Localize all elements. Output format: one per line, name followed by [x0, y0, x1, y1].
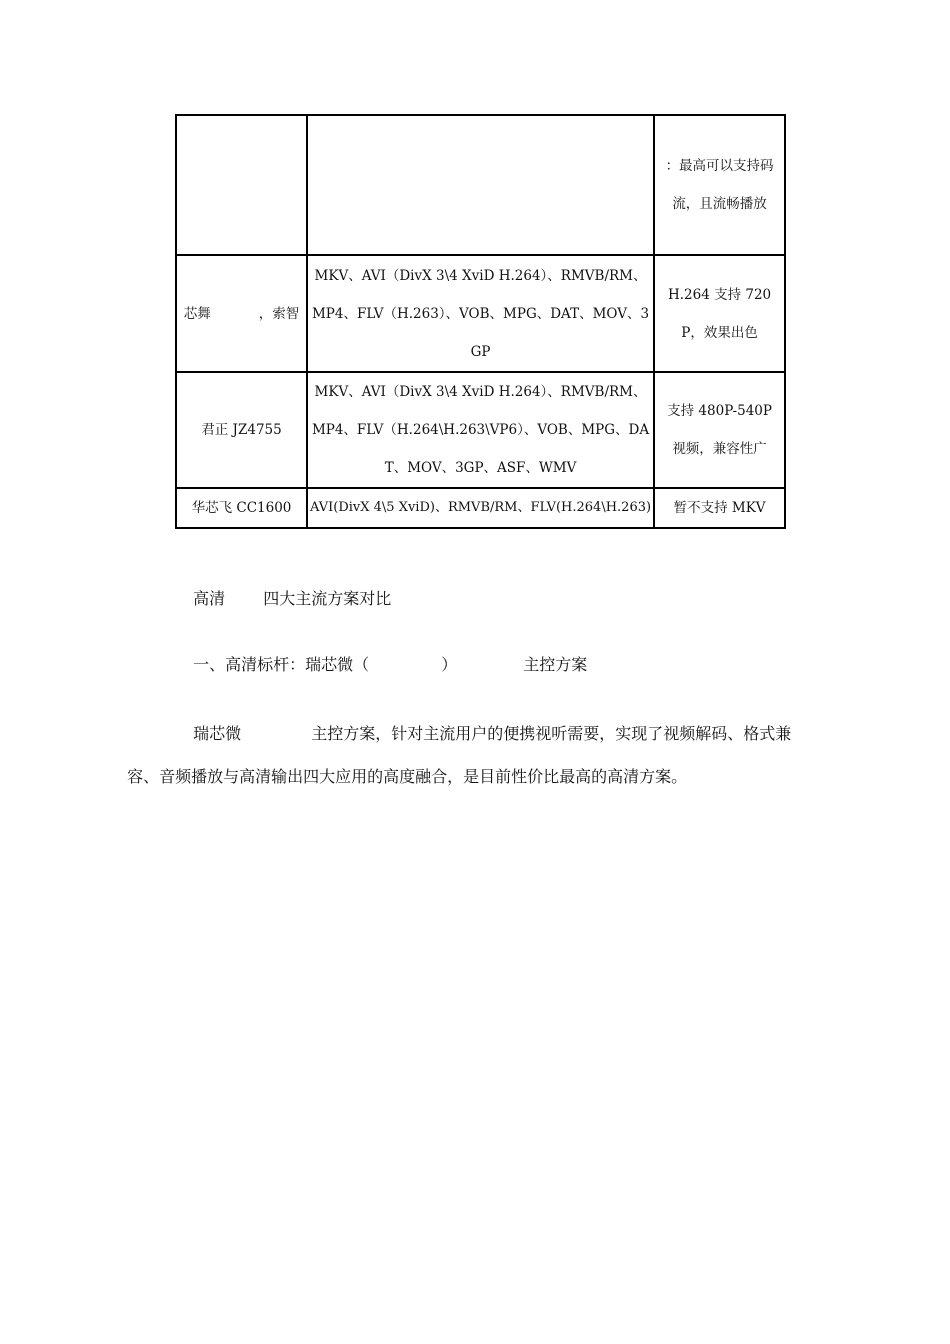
- heading-text: ）: [441, 655, 458, 674]
- paragraph-text: 瑞芯微: [193, 724, 242, 743]
- paragraph-text: 容、音频播放与高清输出四大应用的高度融合，是目前性价比最高的高清方案。: [127, 767, 688, 786]
- table-cell: [307, 115, 654, 255]
- table-row: [176, 115, 785, 255]
- section-heading: [183, 569, 391, 609]
- heading-text: 一、高清标杆：瑞芯微（: [193, 655, 370, 674]
- table-cell: 君正 JZ4755: [176, 372, 307, 488]
- table-row: [176, 372, 785, 488]
- heading-text: 四大主流方案对比: [263, 589, 392, 608]
- heading-text: 高清: [193, 589, 226, 608]
- table-cell: 暂不支持 MKV: [654, 488, 785, 528]
- table-cell: 华芯飞 CC1600: [176, 488, 307, 528]
- table-cell: H.264 支持 720P，效果出色: [654, 255, 785, 372]
- table-cell: AVI(DivX 4\5 XviD)、RMVB/RM、FLV(H.264\H.263): [307, 488, 654, 528]
- subsection-heading: [183, 635, 587, 675]
- cell-text: ：最高可以支持码流，且流畅播放: [665, 158, 774, 212]
- table-row: [176, 488, 785, 528]
- table-cell: [176, 255, 307, 372]
- table-row: [176, 255, 785, 372]
- comparison-table: [175, 114, 786, 529]
- cell-text: ，索智: [258, 305, 300, 322]
- table-cell: MKV、AVI（DivX 3\4 XviD H.264）、RMVB/RM、MP4、FLV（H.264\H.263\VP6）、VOB、MPG、DAT、MOV、3GP、ASF、WMV: [307, 372, 654, 488]
- table-cell: [654, 115, 785, 255]
- table-cell: 支持 480P-540P 视频，兼容性广: [654, 372, 785, 488]
- paragraph-line: [117, 747, 687, 787]
- paragraph-text: 主控方案，针对主流用户的便携视听需要，实现了视频解码、格式兼: [311, 724, 792, 743]
- paragraph-line: [183, 704, 791, 744]
- cell-text: 芯舞: [183, 305, 211, 322]
- table-cell: [176, 115, 307, 255]
- table-cell: MKV、AVI（DivX 3\4 XviD H.264）、RMVB/RM、MP4、FLV（H.263）、VOB、MPG、DAT、MOV、3GP: [307, 255, 654, 372]
- heading-text: 主控方案: [523, 655, 588, 674]
